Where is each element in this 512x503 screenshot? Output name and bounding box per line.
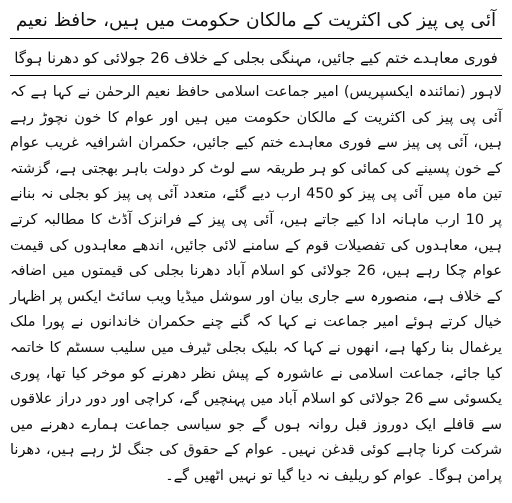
headline-sub: فوری معاہدے ختم کیے جائیں، مہنگی بجلی کے خلاف 26 جولائی کو دھرنا ہوگا	[14, 49, 498, 67]
article-body: لاہور (نمائندہ ایکسپریس) امیر جماعت اسلامی حافظ نعیم الرحمٰن نے کہا ہے کہ آئی پی پیز کی اکثریت کے مالکان حکومت میں ہیں اور عوام کا خون نچوڑ رہے ہیں، آئی پی پیز سے فوری معاہدے ختم کیے جائیں، حکمران اشرافیہ غریب عوام کے خون پسینے کی کمائی کو ہر طریقہ سے لوٹ کر دولت باہر بھجتی ہے، گزشتہ تین ماہ میں آئی پی پیز کو 450 ارب دیے گئے، متعدد آئی پی پیز کو بجلی نہ بنانے پر 10 ارب ماہانہ ادا کیے جاتے ہیں، آئی پی پیز کے فرانزک آڈٹ کا مطالبہ کرتے ہیں، معاہدوں کی تفصیلات قوم کے سامنے لائی جائیں، اندھے معاہدوں کی قیمت عوام چکا رہے ہیں، 26 جولائی کو اسلام آباد دھرنا بجلی کی قیمتوں میں اضافہ کے خلاف ہے، منصورہ سے جاری بیان اور سوشل میڈیا ویب سائٹ ایکس پر اظہار خیال کرتے ہوئے امیر جماعت نے کہا کہ گنے چنے حکمران خاندانوں نے پورا ملک یرغمال بنا رکھا ہے، انھوں نے کہا کہ بلیک بجلی ٹیرف میں سلیب سسٹم کا خاتمہ کیا جائے، جماعت اسلامی نے عاشورہ کے پیش نظر دھرنے کو موخر کیا تھا، پوری یکسوئی سے 26 جولائی کو اسلام آباد میں پہنچیں گے، کراچی اور دور دراز علاقوں سے قافلے ایک دوروز قبل روانہ ہوں گے جو سیاسی جماعت ہمارے دھرنے میں شرکت کرنا چاہے کوئی قدغن نہیں۔ عوام کے حقوق کی جنگ لڑ رہے ہیں، دھرنا پرامن ہوگا۔ عوام کو ریلیف نہ دیا گیا تو نہیں اٹھیں گے۔	[10, 84, 503, 484]
headline-divider-bottom	[10, 75, 502, 76]
headline-divider	[10, 38, 502, 39]
headline-main: آئی پی پیز کی اکثریت کے مالکان حکومت میں ہیں، حافظ نعیم	[15, 10, 497, 31]
